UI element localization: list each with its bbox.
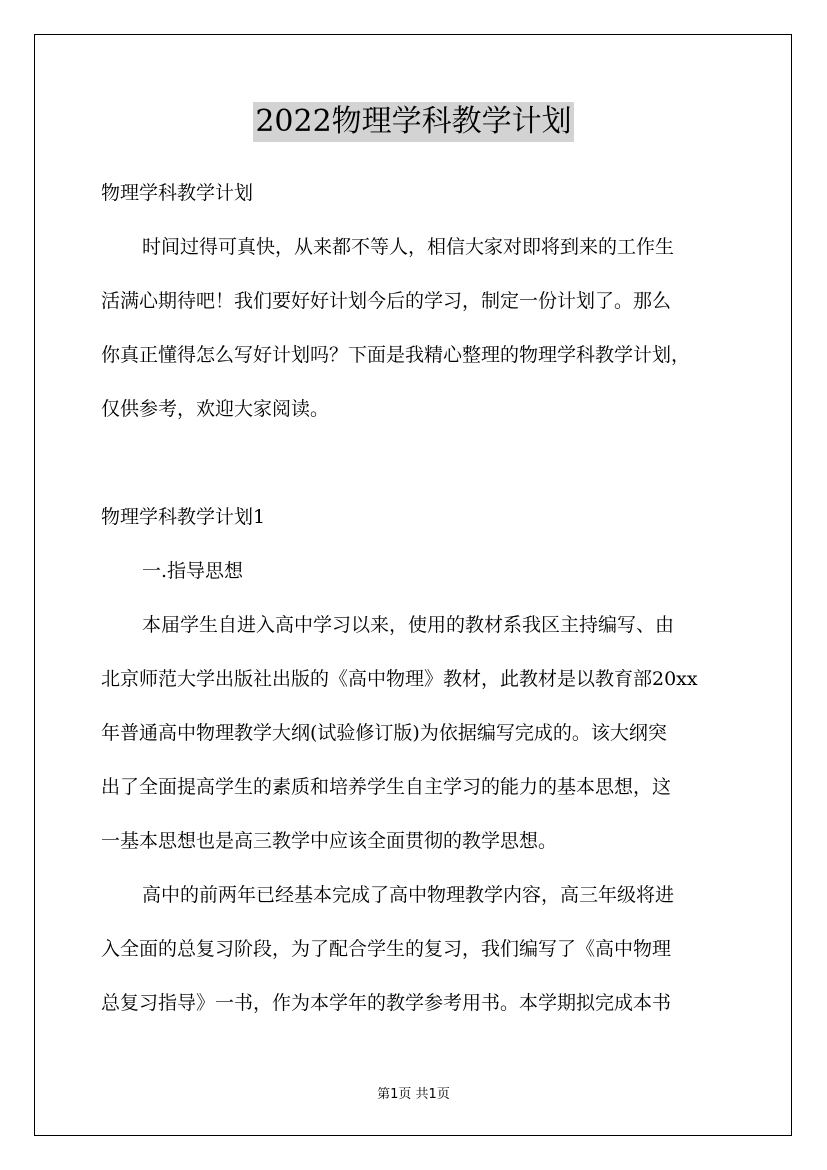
title-container <box>0 102 827 142</box>
page-footer: 第1页 共1页 <box>377 1087 450 1102</box>
paragraph1-line-2: 北京师范大学出版社出版的《高中物理》教材，此教材是以教育部20xx <box>101 668 698 690</box>
paragraph1-line-3: 年普通高中物理教学大纲(试验修订版)为依据编写完成的。该大纲突 <box>101 722 667 744</box>
intro-line-4: 仅供参考，欢迎大家阅读。 <box>101 398 330 420</box>
intro-line-3: 你真正懂得怎么写好计划吗？下面是我精心整理的物理学科教学计划， <box>101 344 691 366</box>
paragraph1-line-1: 本届学生自进入高中学习以来，使用的教材系我区主持编写、由 <box>142 614 675 636</box>
paragraph2-line-2: 入全面的总复习阶段，为了配合学生的复习，我们编写了《高中物理 <box>101 938 672 960</box>
paragraph2-line-1: 高中的前两年已经基本完成了高中物理教学内容，高三年级将进 <box>142 884 675 906</box>
section-subheading: 一.指导思想 <box>142 560 244 582</box>
subtitle: 物理学科教学计划 <box>101 182 254 204</box>
intro-line-1: 时间过得可真快，从来都不等人，相信大家对即将到来的工作生 <box>142 236 675 258</box>
document-body <box>101 170 741 1034</box>
paragraph2-line-3: 总复习指导》一书，作为本学年的教学参考用书。本学期拟完成本书 <box>101 992 672 1014</box>
intro-line-2: 活满心期待吧！我们要好好计划今后的学习，制定一份计划了。那么 <box>101 290 672 312</box>
section-spacer <box>101 440 741 494</box>
paragraph1-line-5: 一基本思想也是高三教学中应该全面贯彻的教学思想。 <box>101 830 558 852</box>
paragraph1-line-4: 出了全面提高学生的素质和培养学生自主学习的能力的基本思想，这 <box>101 776 672 798</box>
page-title: 2022物理学科教学计划 <box>253 102 573 142</box>
section-heading: 物理学科教学计划1 <box>101 506 266 528</box>
